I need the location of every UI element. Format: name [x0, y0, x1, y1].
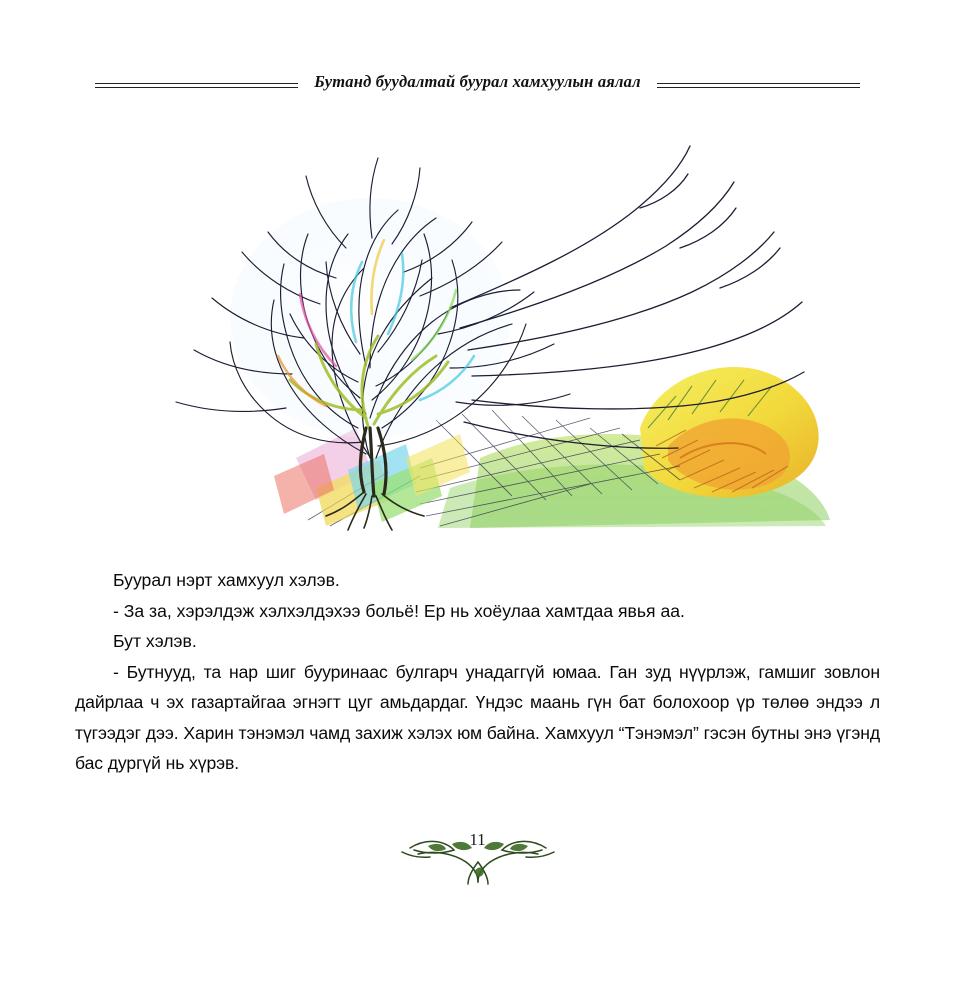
running-head [95, 72, 860, 92]
illustration-svg [120, 128, 840, 548]
chapter-illustration [120, 128, 840, 548]
page-number: 11 [469, 830, 486, 849]
folio-ornament [388, 828, 568, 886]
body-text [75, 565, 880, 779]
haystack [640, 367, 819, 498]
header-title: Бутанд буудалтай буурал хамхуулын аялал [314, 72, 641, 91]
paragraph-3: Бут хэлэв. [113, 631, 197, 651]
page-footer [0, 828, 955, 891]
paragraph-2: - За за, хэрэлдэж хэлхэлдэхээ больё! Ер нь хоёулаа хамтдаа явья аа. [113, 600, 685, 621]
header-rule-left [95, 83, 298, 84]
header-rule-right [657, 83, 860, 84]
paragraph-4: - Бутнууд, та нар шиг бууринаас булгарч унадаггүй юмаа. Ган зуд нүүрлэж, гамшиг зовлон дайрлаа ч эх газартайгаа эгнэгт цуг амьдардаг. Үндэс маань гүн бат болохоор үр төлөө эндээ л түгээдэг дээ. Харин тэнэмэл чамд захиж хэлэх юм байна. Хамхуул “Тэнэмэл” гэсэн бутны энэ үгэнд бас дургүй нь хүрэв. [75, 661, 880, 773]
paragraph-1: Буурал нэрт хамхуул хэлэв. [113, 570, 340, 590]
